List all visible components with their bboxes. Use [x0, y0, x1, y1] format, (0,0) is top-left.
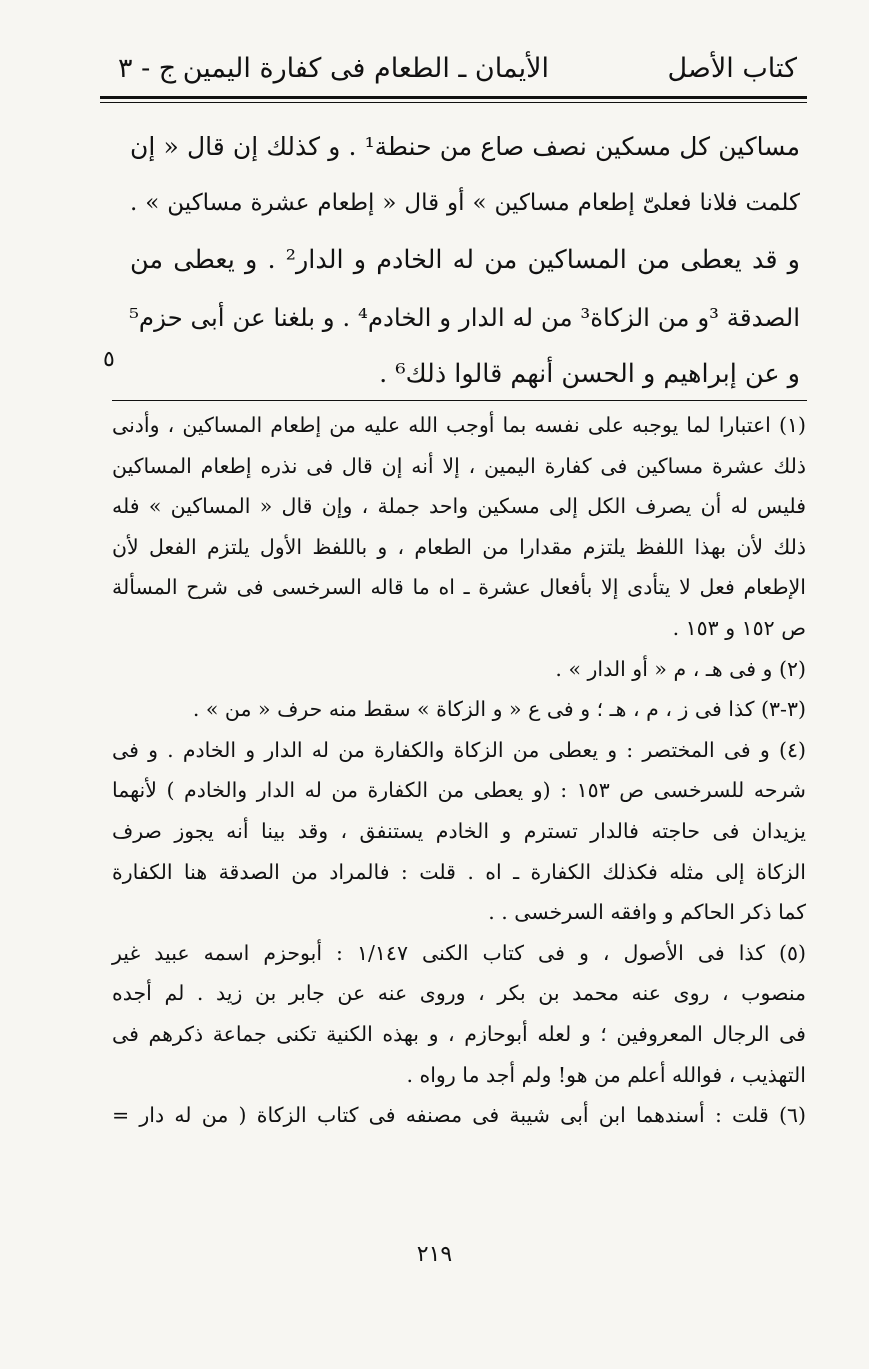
- header-rule-thin: [100, 102, 807, 103]
- footnote-line: فليس له أن يصرف الكل إلى مسكين واحد جملة ، وإن قال « المساكين » فله: [112, 494, 806, 519]
- footnote-line: كما ذكر الحاكم و وافقه السرخسى . .: [488, 900, 806, 925]
- page-number: ٢١٩: [416, 1242, 453, 1267]
- footnote-line: شرحه للسرخسى ص ١٥٣ : (و يعطى من الكفارة من له الدار والخادم ) لأنهما: [112, 778, 806, 803]
- footnote-line: (٢) و فى هـ ، م « أو الدار » .: [555, 656, 806, 681]
- footnote-line: (٦) قلت : أسندهما ابن أبى شيبة فى مصنفه فى كتاب الزكاة ( من له دار =: [112, 1103, 806, 1128]
- footnote-line: يزيدان فى حاجته فالدار تسترم و الخادم يستنفق ، وقد بينا أنه يجوز صرف: [112, 818, 806, 843]
- footnote-line: فى الرجال المعروفين ؛ و لعله أبوحازم ، و بهذه الكنية تكنى جماعة ذكرهم فى: [112, 1021, 806, 1046]
- footnote-line: (٣-٣) كذا فى ز ، م ، هـ ؛ و فى ع « و الزكاة » سقط منه حرف « من » .: [192, 697, 806, 722]
- footnote-line: (٤) و فى المختصر : و يعطى من الزكاة والكفارة من له الدار و الخادم . و فى: [112, 737, 806, 762]
- main-text-line: مساكين كل مسكين نصف صاع من حنطة¹ . و كذلك إن قال « إن: [130, 132, 800, 161]
- main-text-line: الصدقة ³و من الزكاة³ من له الدار و الخادم⁴ . و بلغنا عن أبى حزم⁵: [129, 303, 800, 332]
- footnote-line: الإطعام فعل لا يتأدى إلا بأفعال عشرة ـ اه ما قاله السرخسى فى شرح المسألة: [112, 575, 806, 600]
- main-text-line: و قد يعطى من المساكين من له الخادم و الدار² . و يعطى من: [130, 245, 800, 275]
- header-rule: [100, 96, 807, 99]
- footnotes: [112, 405, 806, 1136]
- footnote-line: (١) اعتبارا لما يوجبه على نفسه بما أوجب الله عليه من إطعام المساكين ، وأدنى: [112, 413, 806, 437]
- line-number-marker: ٥: [103, 347, 115, 372]
- footnote-rule: [112, 400, 807, 401]
- footnote-line: (٥) كذا فى الأصول ، و فى كتاب الكنى ١/١٤٧ : أبوحزم اسمه عبيد غير: [112, 940, 806, 965]
- footnote-line: التهذيب ، فوالله أعلم من هو! ولم أجد ما رواه .: [406, 1062, 806, 1087]
- main-text-line: كلمت فلانا فعلىّ إطعام مساكين » أو قال « إطعام عشرة مساكين » .: [130, 190, 800, 216]
- footnote-line: ذلك لأن بهذا اللفظ يلتزم مقدارا من الطعام ، و باللفظ الأول يلتزم الفعل لأن: [112, 534, 806, 559]
- footnote-line: منصوب ، روى عنه محمد بن بكر ، وروى عنه عن جابر بن زيد . لم أجده: [112, 981, 806, 1006]
- main-text-line: و عن إبراهيم و الحسن أنهم قالوا ذلك⁶ .: [379, 359, 800, 389]
- footnote-line: ذلك عشرة مساكين فى كفارة اليمين ، إلا أنه إن قال فى نذره إطعام المساكين: [112, 453, 806, 478]
- running-header: [118, 42, 797, 96]
- footnote-line: ص ١٥٢ و ١٥٣ .: [672, 615, 806, 640]
- book-title: كتاب الأصل: [667, 53, 797, 84]
- volume-number: ج - ٣: [118, 53, 177, 84]
- main-text: [130, 118, 800, 403]
- footnote-line: الزكاة إلى مثله فكذلك الكفارة ـ اه . قلت : فالمراد من الصدقة هنا الكفارة: [112, 859, 806, 884]
- chapter-title: الأيمان ـ الطعام فى كفارة اليمين: [182, 53, 549, 84]
